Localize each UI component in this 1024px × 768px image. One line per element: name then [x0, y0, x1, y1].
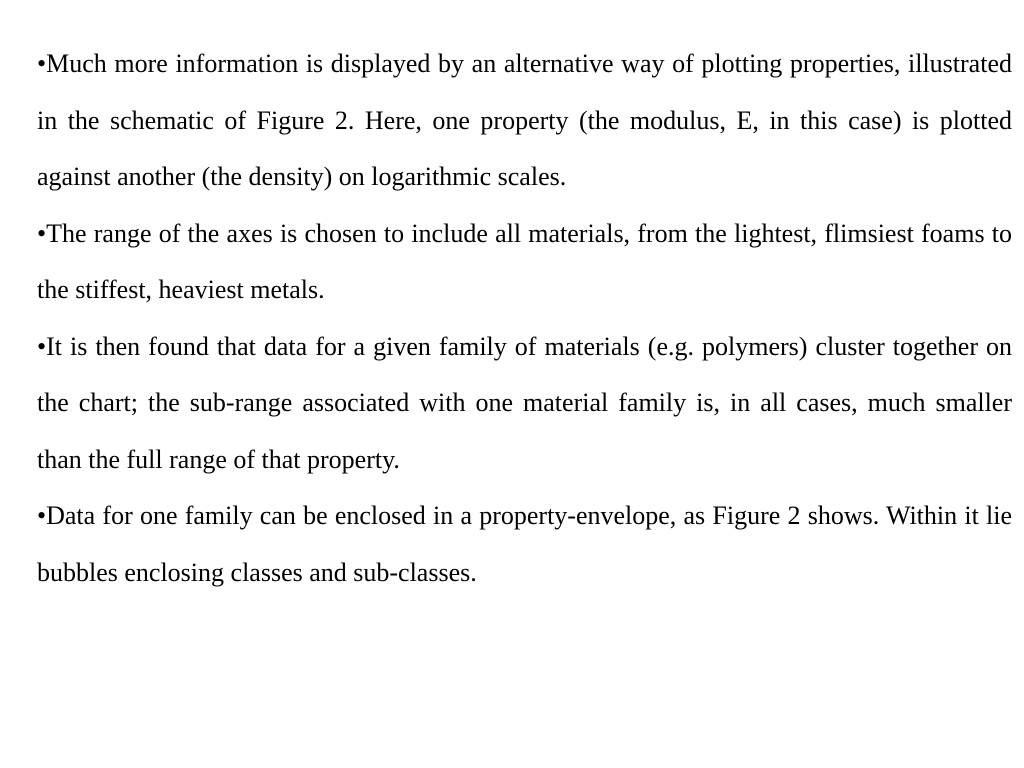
- bullet-text: It is then found that data for a given family of materials (e.g. polymers) cluster together on the chart; the sub-range associated with one material family is, in all cases, much smaller than the full range of that property.: [37, 331, 1012, 474]
- bullet-text: Data for one family can be enclosed in a property-envelope, as Figure 2 shows. Within it lie bubbles enclosing classes and sub-classes.: [37, 501, 1012, 587]
- bullet-text: The range of the axes is chosen to include all materials, from the lightest, flimsiest foams to the stiffest, heaviest metals.: [37, 218, 1012, 304]
- bullet-list: [37, 36, 1012, 601]
- bullet-marker: •: [37, 218, 47, 248]
- bullet-marker: •: [37, 501, 47, 530]
- bullet-marker: •: [37, 331, 47, 361]
- bullet-text: Much more information is displayed by an alternative way of plotting properties, illustrated in the schematic of Figure 2. Here, one property (the modulus, E, in this case) is plotted against another (the density) on logarithmic scales.: [37, 49, 1012, 191]
- bullet-item: [37, 206, 1012, 319]
- bullet-item: [37, 488, 1012, 601]
- bullet-marker: •: [37, 49, 47, 78]
- bullet-item: [37, 319, 1012, 489]
- bullet-item: [37, 36, 1012, 206]
